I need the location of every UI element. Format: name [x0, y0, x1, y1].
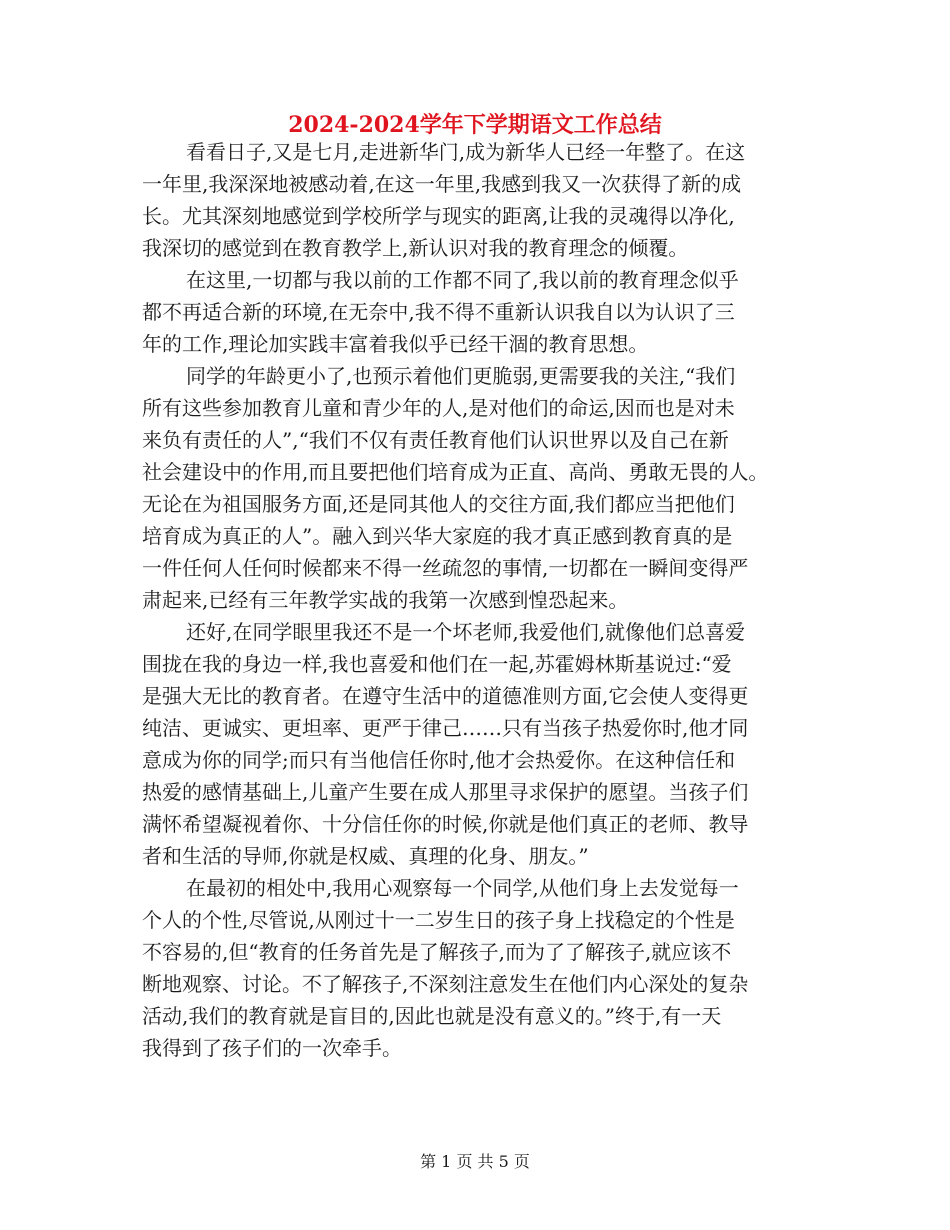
text-line: 在最初的相处中,我用心观察每一个同学,从他们身上去发觉每一 [186, 876, 739, 900]
document-title: 2024-2024学年下学期语文工作总结 [288, 112, 662, 138]
text-line: 一件任何人任何时候都来不得一丝疏忽的事情,一切都在一瞬间变得严 [142, 556, 749, 580]
text-line: 同学的年龄更小了,也预示着他们更脆弱,更需要我的关注,“我们 [186, 364, 736, 388]
text-line: 培育成为真正的人”。融入到兴华大家庭的我才真正感到教育真的是 [142, 524, 733, 548]
text-line: 一年里,我深深地被感动着,在这一年里,我感到我又一次获得了新的成 [142, 172, 742, 196]
text-line: 所有这些参加教育儿童和青少年的人,是对他们的命运,因而也是对未 [142, 396, 735, 420]
text-line: 热爱的感情基础上,儿童产生要在成人那里寻求保护的愿望。当孩子们 [142, 780, 749, 804]
text-line: 纯洁、更诚实、更坦率、更严于律己……只有当孩子热爱你时,他才同 [142, 716, 749, 740]
text-line: 围拢在我的身边一样,我也喜爱和他们在一起,苏霍姆林斯基说过:“爱 [142, 652, 732, 676]
text-line: 是强大无比的教育者。在遵守生活中的道德准则方面,它会使人变得更 [142, 684, 749, 708]
text-line: 都不再适合新的环境,在无奈中,我不得不重新认识我自以为认识了三 [142, 300, 735, 324]
page-footer: 第 1 页 共 5 页 [420, 1152, 530, 1171]
text-line: 无论在为祖国服务方面,还是同其他人的交往方面,我们都应当把他们 [142, 492, 735, 516]
document-body [142, 136, 807, 1064]
text-line: 满怀希望凝视着你、十分信任你的时候,你就是他们真正的老师、教导 [142, 812, 749, 836]
text-line: 肃起来,已经有三年教学实战的我第一次感到惶恐起来。 [142, 588, 629, 612]
text-line: 意成为你的同学;而只有当他信任你时,他才会热爱你。在这种信任和 [142, 748, 736, 772]
text-line: 个人的个性,尽管说,从刚过十一二岁生日的孩子身上找稳定的个性是 [142, 908, 735, 932]
text-line: 在这里,一切都与我以前的工作都不同了,我以前的教育理念似乎 [186, 268, 739, 292]
text-line: 长。尤其深刻地感觉到学校所学与现实的距离,让我的灵魂得以净化, [142, 204, 735, 228]
text-line: 还好,在同学眼里我还不是一个坏老师,我爱他们,就像他们总喜爱 [186, 620, 746, 644]
text-line: 不容易的,但“教育的任务首先是了解孩子,而为了了解孩子,就应该不 [142, 940, 732, 964]
text-line: 看看日子,又是七月,走进新华门,成为新华人已经一年整了。在这 [186, 140, 746, 164]
text-line: 活动,我们的教育就是盲目的,因此也就是没有意义的。”终于,有一天 [142, 1004, 722, 1028]
text-line: 断地观察、讨论。不了解孩子,不深刻注意发生在他们内心深处的复杂 [142, 972, 749, 996]
text-line: 者和生活的导师,你就是权威、真理的化身、朋友。” [142, 844, 589, 868]
text-line: 我得到了孩子们的一次牵手。 [142, 1036, 402, 1060]
text-line: 我深切的感觉到在教育教学上,新认识对我的教育理念的倾覆。 [142, 236, 689, 260]
text-line: 社会建设中的作用,而且要把他们培育成为正直、高尚、勇敢无畏的人。 [142, 460, 769, 484]
text-line: 年的工作,理论加实践丰富着我似乎已经干涸的教育思想。 [142, 332, 649, 356]
text-line: 来负有责任的人”,“我们不仅有责任教育他们认识世界以及自己在新 [142, 428, 729, 452]
